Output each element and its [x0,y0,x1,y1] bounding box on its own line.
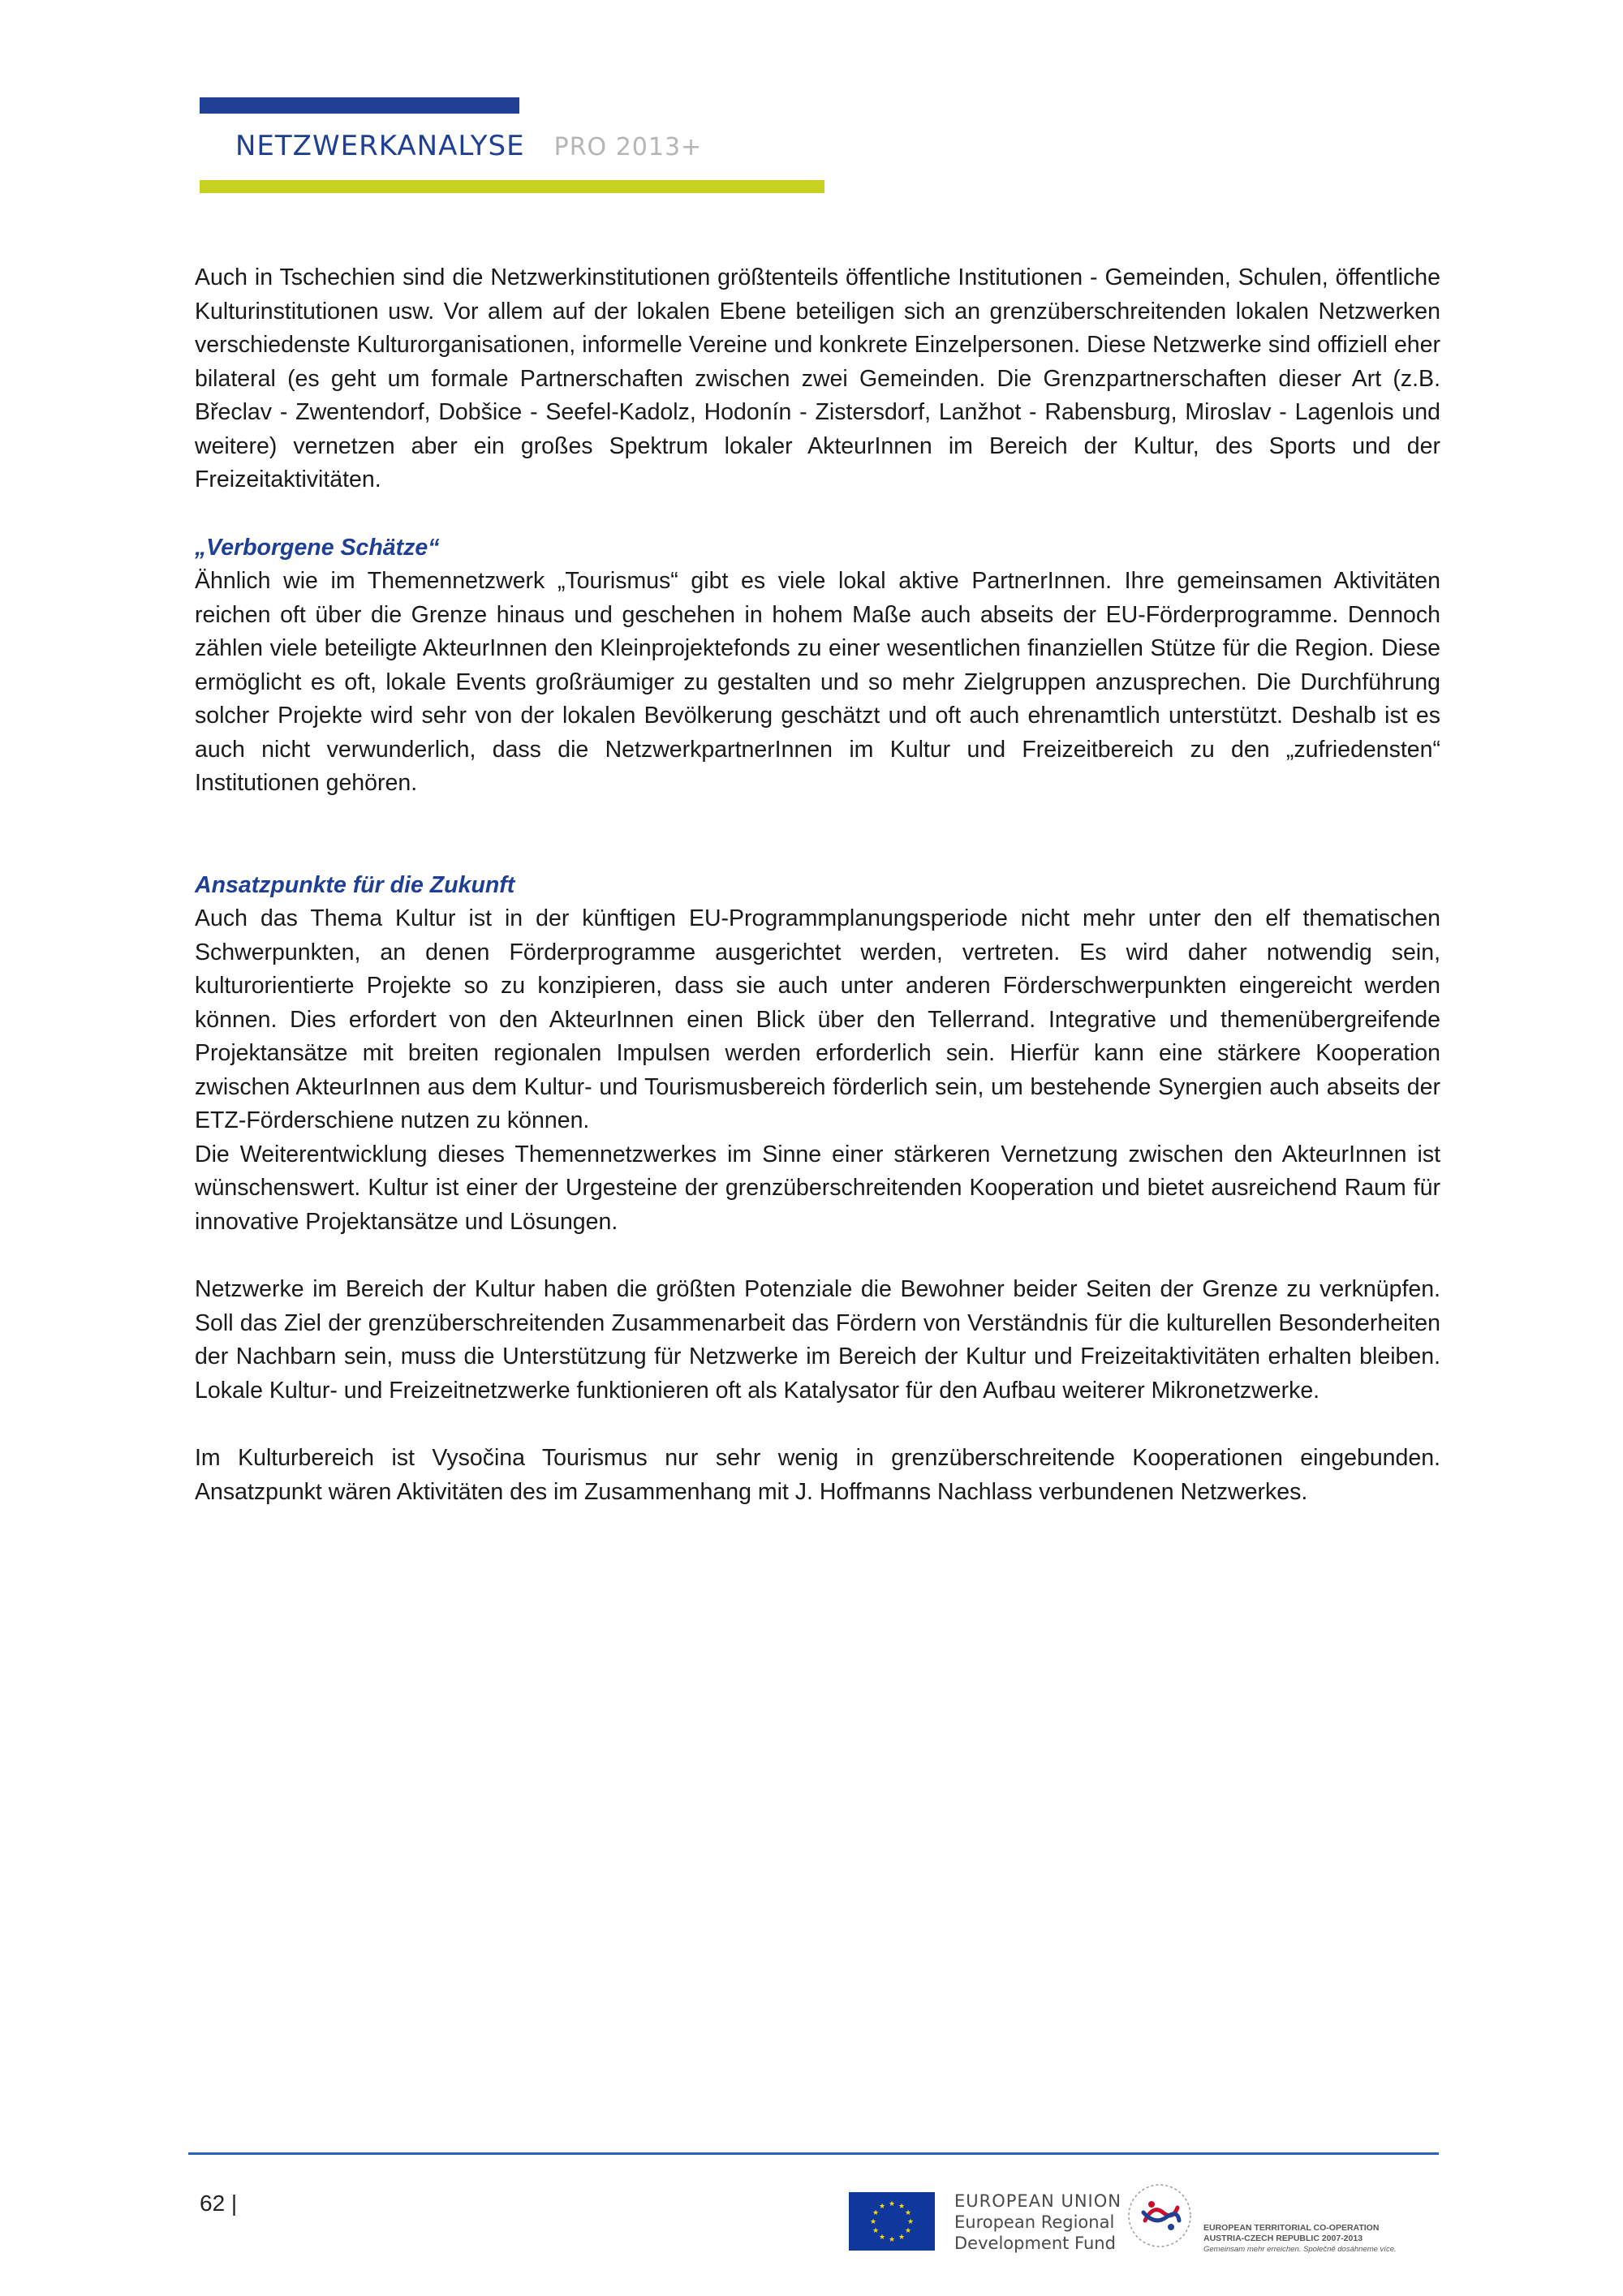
section-heading-ansatzpunkte: Ansatzpunkte für die Zukunft [195,871,515,898]
etc-programme-logo-icon [1124,2180,1195,2251]
svg-text:★: ★ [878,2203,886,2211]
header-accent-bar-blue [200,97,519,114]
section-paragraph-verborgene-schaetze: Ähnlich wie im Themennetzwerk „Tourismus“ gibt es viele lokal aktive PartnerInnen. Ihre gemeinsamen Aktivitäten reichen oft über die Grenze hinaus und geschehen in hohem Maße auch abseits der EU-Förderprogramme. Dennoch zählen viele beteiligte AkteurInnen den Kleinprojektefonds zu einer wesentlichen finanziellen Stütze für die Region. Diese ermöglicht es oft, lokale Events großräumiger zu gestalten und so mehr Zielgruppen anzusprechen. Die Durchführung solcher Projekte wird sehr von der lokalen Bevölkerung geschätzt und oft auch ehrenamtlich unterstützt. Deshalb ist es auch nicht verwunderlich, dass die NetzwerkpartnerInnen im Kultur und Freizeitbereich zu den „zufriedensten“ Institutionen gehören. [195,568,1440,796]
paragraph-vysocina: Im Kulturbereich ist Vysočina Tourismus nur sehr wenig in grenzüberschreitende Kooperationen eingebunden. Ansatzpunkt wären Aktivitäten des im Zusammenhang mit J. Hoffmanns Nachlass verbundenen Netzwerkes. [195,1445,1440,1505]
etc-line-2: AUSTRIA-CZECH REPUBLIC 2007-2013 [1203,2234,1363,2243]
svg-text:★: ★ [898,2203,906,2211]
svg-text:★: ★ [872,2227,880,2235]
svg-text:★: ★ [904,2209,912,2217]
page-number: 62 | [200,2191,238,2216]
etc-line-1: EUROPEAN TERRITORIAL CO-OPERATION [1203,2223,1380,2233]
footer-divider [188,2152,1439,2155]
section-heading-verborgene-schaetze: „Verborgene Schätze“ [195,534,440,561]
eu-line-3: Development Fund [954,2234,1116,2253]
section-paragraph-ansatzpunkte-1: Auch das Thema Kultur ist in der künftigen EU-Programmplanungsperiode nicht mehr unter den elf thematischen Schwerpunkten, an denen Förderprogramme ausgerichtet werden, vertreten. Es wird daher notwendig sein, kulturorientierte Projekte so zu konzipieren, dass sie auch unter anderen Förderschwerpunkten eingereicht werden können. Dies erfordert von den AkteurInnen einen Blick über den Tellerrand. Integrative und themenübergreifende Projektansätze mit breiten regionalen Impulsen werden erforderlich sein. Hierfür kann eine stärkere Kooperation zwischen AkteurInnen aus dem Kultur- und Tourismusbereich förderlich sein, um bestehende Synergien auch abseits der ETZ-Förderschiene nutzen zu können. [195,905,1440,1133]
page-body [195,261,1440,1509]
intro-paragraph: Auch in Tschechien sind die Netzwerkinstitutionen größtenteils öffentliche Institutionen - Gemeinden, Schulen, öffentliche Kulturinstitutionen usw. Vor allem auf der lokalen Ebene beteiligen sich an grenzüberschreitenden lokalen Netzwerken verschiedenste Kulturorganisationen, informelle Vereine und konkrete Einzelpersonen. Diese Netzwerke sind offiziell eher bilateral (es geht um formale Partnerschaften zwischen zwei Gemeinden. Die Grenzpartnerschaften dieser Art (z.B. Břeclav - Zwentendorf, Dobšice - Seefel-Kadolz, Hodonín - Zistersdorf, Lanžhot - Rabensburg, Miroslav - Lagenlois und weitere) vernetzen aber ein großes Spektrum lokaler AkteurInnen im Bereich der Kultur, des Sports und der Freizeitaktivitäten. [195,264,1440,492]
svg-text:★: ★ [869,2218,877,2226]
header-title: NETZWERKANALYSE [235,130,525,162]
header-accent-bar-lime [200,180,824,193]
svg-text:★: ★ [898,2234,906,2242]
svg-text:★: ★ [878,2234,886,2242]
header-subtitle: PRO 2013+ [553,133,703,161]
paragraph-netzwerke: Netzwerke im Bereich der Kultur haben die größten Potenziale die Bewohner beider Seiten der Grenze zu verknüpfen. Soll das Ziel der grenzüberschreitenden Zusammenarbeit das Fördern von Verständnis für die kulturellen Besonderheiten der Nachbarn sein, muss die Unterstützung für Netzwerke im Bereich der Kultur und Freizeitaktivitäten erhalten bleiben. Lokale Kultur- und Freizeitnetzwerke funktionieren oft als Katalysator für den Aufbau weiterer Mikronetzwerke. [195,1276,1440,1404]
eu-line-1: EUROPEAN UNION [954,2191,1121,2211]
eu-fund-label [954,2191,1121,2254]
svg-text:★: ★ [904,2227,912,2235]
running-header [235,130,702,162]
section-paragraph-ansatzpunkte-2: Die Weiterentwicklung dieses Themennetzwerkes im Sinne einer stärkeren Vernetzung zwischen den AkteurInnen ist wünschenswert. Kultur ist einer der Urgesteine der grenzüberschreitenden Kooperation und bietet ausreichend Raum für innovative Projektansätze und Lösungen. [195,1141,1440,1235]
svg-text:★: ★ [888,2200,896,2208]
svg-text:★: ★ [906,2218,915,2226]
etc-programme-label [1203,2223,1447,2255]
eu-flag-icon [849,2192,935,2251]
etc-line-3: Gemeinsam mehr erreichen. Společně dosáhneme více. [1203,2245,1397,2254]
eu-line-2: European Regional [954,2212,1115,2232]
svg-text:★: ★ [872,2209,880,2217]
svg-text:★: ★ [888,2236,896,2244]
